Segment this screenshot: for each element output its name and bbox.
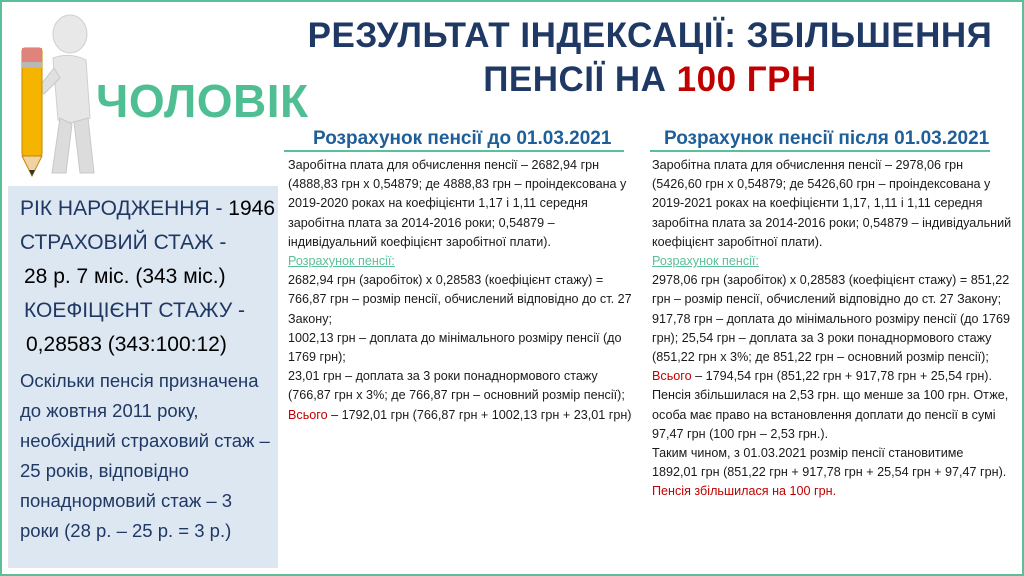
- after-p3: Пенсія збільшилася на 2,53 грн. що менше за 100 грн. Отже, особа має право на встановлення доплати до пенсії в сумі 97,47 грн (100 грн – 2,53 грн.).: [652, 388, 1009, 441]
- before-total: [288, 406, 640, 425]
- before-divider: [284, 150, 624, 152]
- after-p1: Заробітна плата для обчислення пенсії – 2978,06 грн (5426,60 грн х 0,54879; де 5426,60 грн – проіндексована у 2019-2021 роках на коефіцієнти 1,17, 1,11 і 1,11 середня заробітна плата за 2014-2016 роки; 0,54879 – індивідуальний коефіцієнт заробітної плати).: [652, 158, 1012, 249]
- after-p4: Таким чином, з 01.03.2021 розмір пенсії становитиме 1892,01 грн (851,22 грн + 917,78 грн + 25,54 грн + 97,47 грн).: [652, 446, 1007, 480]
- koef-label: КОЕФІЦІЄНТ СТАЖУ -: [24, 299, 246, 322]
- birth-year-line: [20, 196, 275, 222]
- before-total-value: – 1792,01 грн (766,87 грн + 1002,13 грн + 23,01 грн): [327, 407, 632, 422]
- before-column: [288, 156, 640, 425]
- gender-label: ЧОЛОВІК: [96, 75, 309, 127]
- after-column: [652, 156, 1012, 502]
- after-subheading: Розрахунок пенсії:: [652, 254, 759, 269]
- title-accent: 100 ГРН: [676, 60, 817, 99]
- koef-value: 0,28583 (343:100:12): [26, 333, 227, 356]
- before-total-label: Всього: [288, 407, 328, 422]
- slide-title: [300, 14, 1000, 102]
- before-heading: Розрахунок пенсії до 01.03.2021: [313, 128, 612, 149]
- title-prefix: ПЕНСІЇ НА: [483, 60, 677, 99]
- title-line-1: РЕЗУЛЬТАТ ІНДЕКСАЦІЇ: ЗБІЛЬШЕННЯ: [307, 16, 993, 55]
- birth-year-label: РІК НАРОДЖЕННЯ -: [20, 197, 229, 220]
- stazh-label: СТРАХОВИЙ СТАЖ -: [20, 231, 227, 254]
- left-info-panel: [8, 186, 278, 568]
- after-divider: [650, 150, 990, 152]
- before-p1: Заробітна плата для обчислення пенсії – 2682,94 грн (4888,83 грн х 0,54879; де 4888,83 грн – проіндексована у 2019-2020 роках на коефіцієнти 1,17 і 1,11 середня заробітна плата за 2014-2016 роки; 0,54879 – індивідуальний коефіцієнт заробітної плати).: [288, 158, 627, 249]
- before-p3: 1002,13 грн – доплата до мінімального розміру пенсії (до 1769 грн);: [288, 330, 622, 365]
- after-total-value: – 1794,54 грн (851,22 грн + 917,78 грн + 25,54 грн).: [691, 369, 992, 384]
- stazh-value: 28 р. 7 міс. (343 міс.): [24, 265, 226, 288]
- after-total: [652, 367, 1012, 386]
- pencil-person-icon: [8, 8, 108, 178]
- after-p2: 2978,06 грн (заробіток) х 0,28583 (коефіцієнт стажу) = 851,22 грн – розмір пенсії, обчислений відповідно до ст. 27 Закону; 917,78 грн – доплата до мінімального розміру пенсії (до 1769 грн); 25,54 грн – доплата за 3 роки понаднормового стажу (851,22 грн х 3%; де 851,22 грн – основний розмір пенсії);: [652, 273, 1011, 365]
- stazh-note: Оскільки пенсія призначена до жовтня 2011 року, необхідний страховий стаж – 25 років, відповідно понаднормовий стаж – 3 роки (28 р. – 25 р. = 3 р.): [20, 370, 270, 541]
- after-final: Пенсія збільшилася на 100 грн.: [652, 484, 837, 499]
- before-p4: 23,01 грн – доплата за 3 роки понаднормового стажу (766,87 грн х 3%; де 766,87 грн – основний розмір пенсії);: [288, 369, 625, 403]
- title-line-2: [300, 58, 1000, 102]
- before-subheading: Розрахунок пенсії:: [288, 254, 395, 269]
- after-heading: Розрахунок пенсії після 01.03.2021: [664, 128, 990, 149]
- after-total-label: Всього: [652, 369, 692, 384]
- before-p2: 2682,94 грн (заробіток) х 0,28583 (коефіцієнт стажу) = 766,87 грн – розмір пенсії, обчислений відповідно до ст. 27 Закону;: [288, 273, 632, 326]
- birth-year-value: 1946: [228, 197, 275, 220]
